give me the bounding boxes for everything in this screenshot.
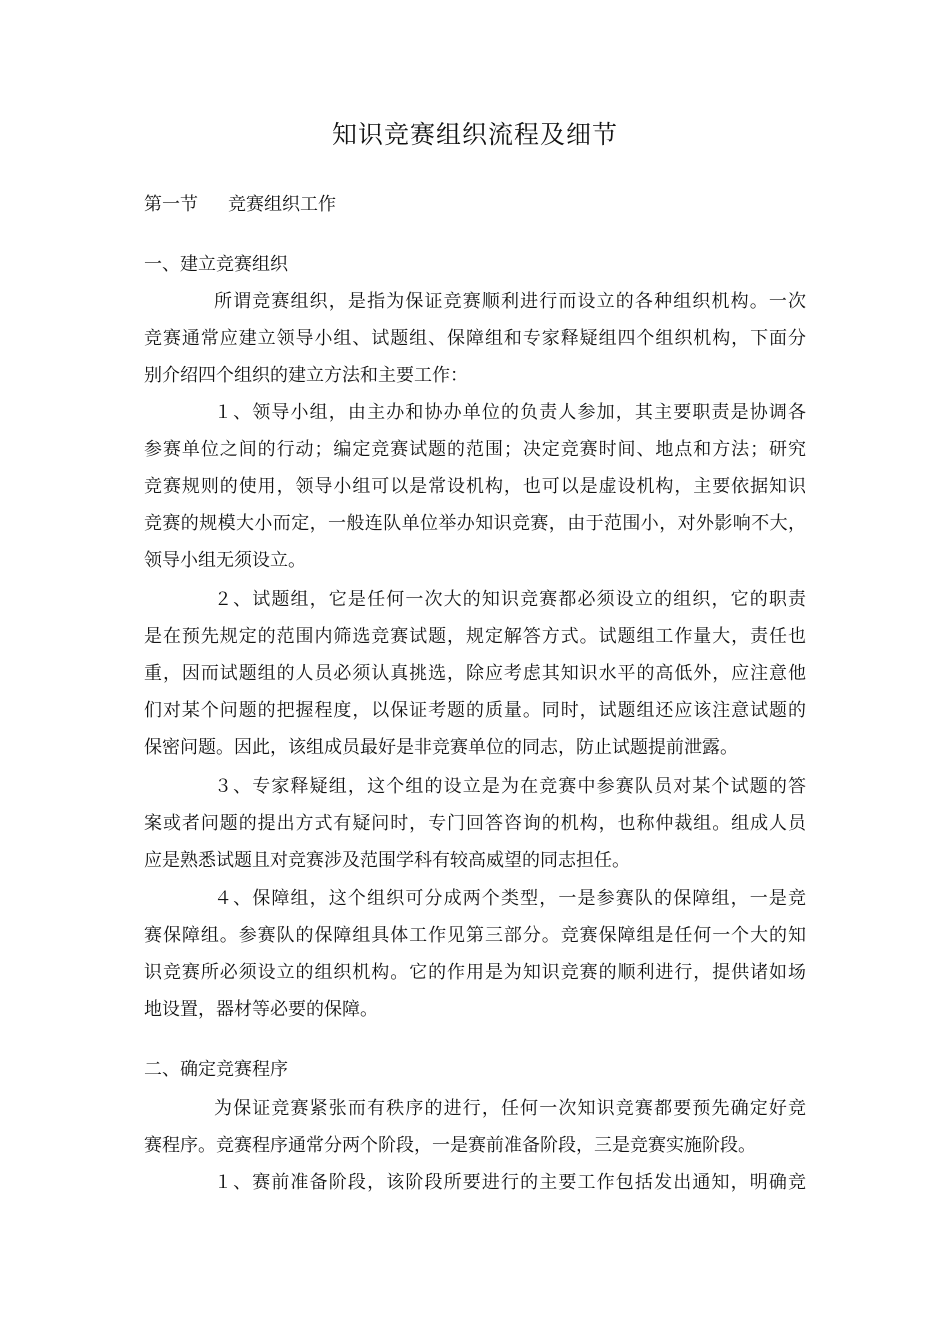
paragraph-line: 案或者问题的提出方式有疑问时，专门回答咨询的机构，也称仲裁组。组成人员 xyxy=(144,813,806,834)
paragraph-line: 领导小组无须设立。 xyxy=(144,550,306,571)
paragraph-line: 参赛单位之间的行动；编定竞赛试题的范围；决定竞赛时间、地点和方法；研究 xyxy=(144,439,806,460)
section-label: 第一节 xyxy=(144,194,198,215)
paragraph-line: 是在预先规定的范围内筛选竞赛试题，规定解答方式。试题组工作量大，责任也 xyxy=(144,626,806,647)
paragraph-line: １、赛前准备阶段，该阶段所要进行的主要工作包括发出通知，明确竞 xyxy=(214,1172,806,1193)
paragraph-line: 识竞赛所必须设立的组织机构。它的作用是为知识竞赛的顺利进行，提供诸如场 xyxy=(144,962,806,983)
paragraph-line: 竞赛规则的使用，领导小组可以是常设机构，也可以是虚设机构，主要依据知识 xyxy=(144,476,806,497)
section-heading xyxy=(144,190,336,220)
paragraph-line: ２、试题组，它是任何一次大的知识竞赛都必须设立的组织，它的职责 xyxy=(214,589,806,610)
paragraph-line: 别介绍四个组织的建立方法和主要工作： xyxy=(144,365,468,386)
paragraph-line: 们对某个问题的把握程度，以保证考题的质量。同时，试题组还应该注意试题的 xyxy=(144,700,806,721)
document-title: 知识竞赛组织流程及细节 xyxy=(331,120,618,149)
paragraph-line: 重，因而试题组的人员必须认真挑选，除应考虑其知识水平的高低外，应注意他 xyxy=(144,663,806,684)
paragraph-line: 应是熟悉试题且对竞赛涉及范围学科有较高威望的同志担任。 xyxy=(144,850,630,871)
paragraph-line: 所谓竞赛组织，是指为保证竞赛顺利进行而设立的各种组织机构。一次 xyxy=(214,291,806,312)
paragraph-line: 为保证竞赛紧张而有秩序的进行，任何一次知识竞赛都要预先确定好竞 xyxy=(214,1098,806,1119)
paragraph-line: ３、专家释疑组，这个组的设立是为在竞赛中参赛队员对某个试题的答 xyxy=(214,776,806,797)
paragraph-line: 竞赛通常应建立领导小组、试题组、保障组和专家释疑组四个组织机构，下面分 xyxy=(144,328,806,349)
paragraph-line: １、领导小组，由主办和协办单位的负责人参加，其主要职责是协调各 xyxy=(214,402,806,423)
paragraph-line: 竞赛的规模大小而定，一般连队单位举办知识竞赛，由于范围小，对外影响不大， xyxy=(144,513,806,534)
paragraph-line: 保密问题。因此，该组成员最好是非竞赛单位的同志，防止试题提前泄露。 xyxy=(144,737,738,758)
paragraph-line: 赛程序。竞赛程序通常分两个阶段，一是赛前准备阶段，三是竞赛实施阶段。 xyxy=(144,1135,756,1156)
paragraph-line: 地设置，器材等必要的保障。 xyxy=(144,999,378,1020)
section-name: 竞赛组织工作 xyxy=(228,194,336,215)
heading-establish-organization: 一、建立竞赛组织 xyxy=(144,254,288,275)
heading-determine-procedure: 二、确定竞赛程序 xyxy=(144,1059,288,1080)
paragraph-line: ４、保障组，这个组织可分成两个类型，一是参赛队的保障组，一是竞 xyxy=(214,888,806,909)
paragraph-line: 赛保障组。参赛队的保障组具体工作见第三部分。竞赛保障组是任何一个大的知 xyxy=(144,925,806,946)
